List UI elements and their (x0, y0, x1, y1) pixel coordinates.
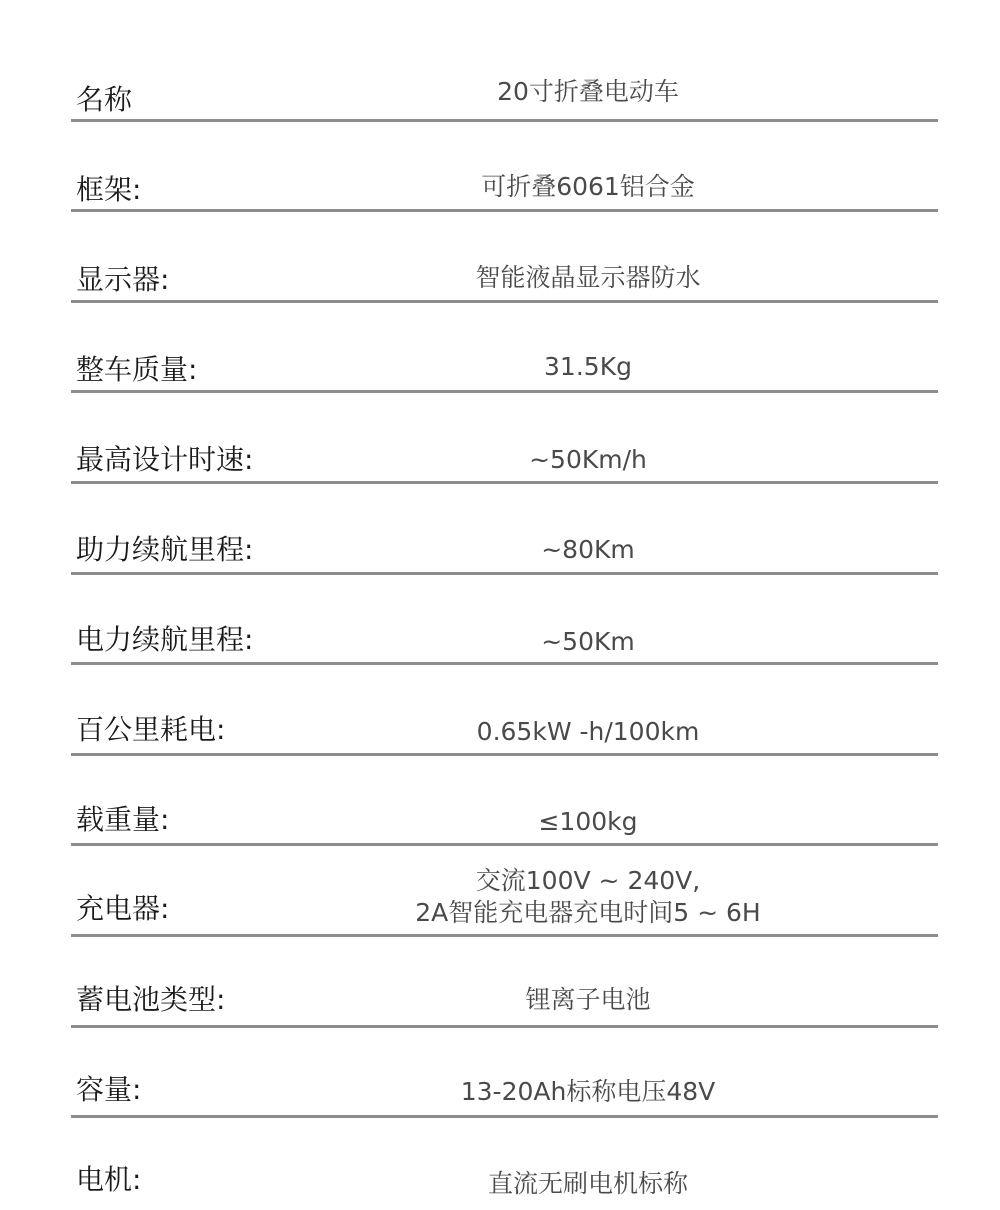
spec-row-charger (71, 865, 938, 937)
spec-label: 充电器: (76, 892, 170, 925)
spec-row-battery-type (71, 970, 938, 1028)
spec-row-consumption (71, 700, 938, 756)
spec-value-line2: 2A智能充电器充电时间5 ~ 6H (415, 898, 761, 927)
spec-label: 百公里耗电: (76, 713, 226, 746)
spec-value: 13-20Ah标称电压48V (460, 1077, 716, 1106)
spec-row-max-speed (71, 430, 938, 484)
spec-value: 20寸折叠电动车 (497, 77, 679, 106)
spec-row-display (71, 250, 938, 303)
spec-label: 整车质量: (76, 353, 198, 386)
cropped-heading-fragment (300, 0, 770, 4)
spec-label: 电机: (76, 1163, 142, 1196)
spec-label: 显示器: (76, 263, 170, 296)
spec-row-name (71, 70, 938, 122)
spec-row-frame (71, 160, 938, 212)
spec-value: ~80Km (541, 535, 635, 564)
spec-label: 名称 (76, 83, 133, 116)
spec-label: 蓄电池类型: (76, 983, 226, 1016)
spec-value: 智能液晶显示器防水 (475, 263, 701, 292)
spec-value: ≤100kg (538, 807, 638, 836)
spec-value: ~50Km (541, 627, 635, 656)
spec-value: 0.65kW -h/100km (476, 717, 700, 746)
spec-row-electric-range (71, 610, 938, 665)
spec-label: 电力续航里程: (76, 623, 254, 656)
spec-label: 框架: (76, 173, 142, 206)
spec-label: 最高设计时速: (76, 443, 254, 476)
spec-label: 容量: (76, 1073, 142, 1106)
spec-row-load (71, 790, 938, 846)
spec-value: 交流100V ~ 240V, (475, 866, 701, 895)
spec-row-capacity (71, 1060, 938, 1118)
spec-row-weight (71, 340, 938, 393)
spec-label: 载重量: (76, 803, 170, 836)
spec-value: 可折叠6061铝合金 (481, 172, 695, 201)
spec-value: 直流无刷电机标称 (487, 1169, 688, 1198)
spec-value: 31.5Kg (544, 352, 632, 381)
spec-label: 助力续航里程: (76, 533, 254, 566)
spec-row-assist-range (71, 520, 938, 575)
spec-value: 锂离子电池 (525, 985, 651, 1014)
spec-row-motor (71, 1150, 938, 1210)
spec-value: ~50Km/h (529, 445, 647, 474)
